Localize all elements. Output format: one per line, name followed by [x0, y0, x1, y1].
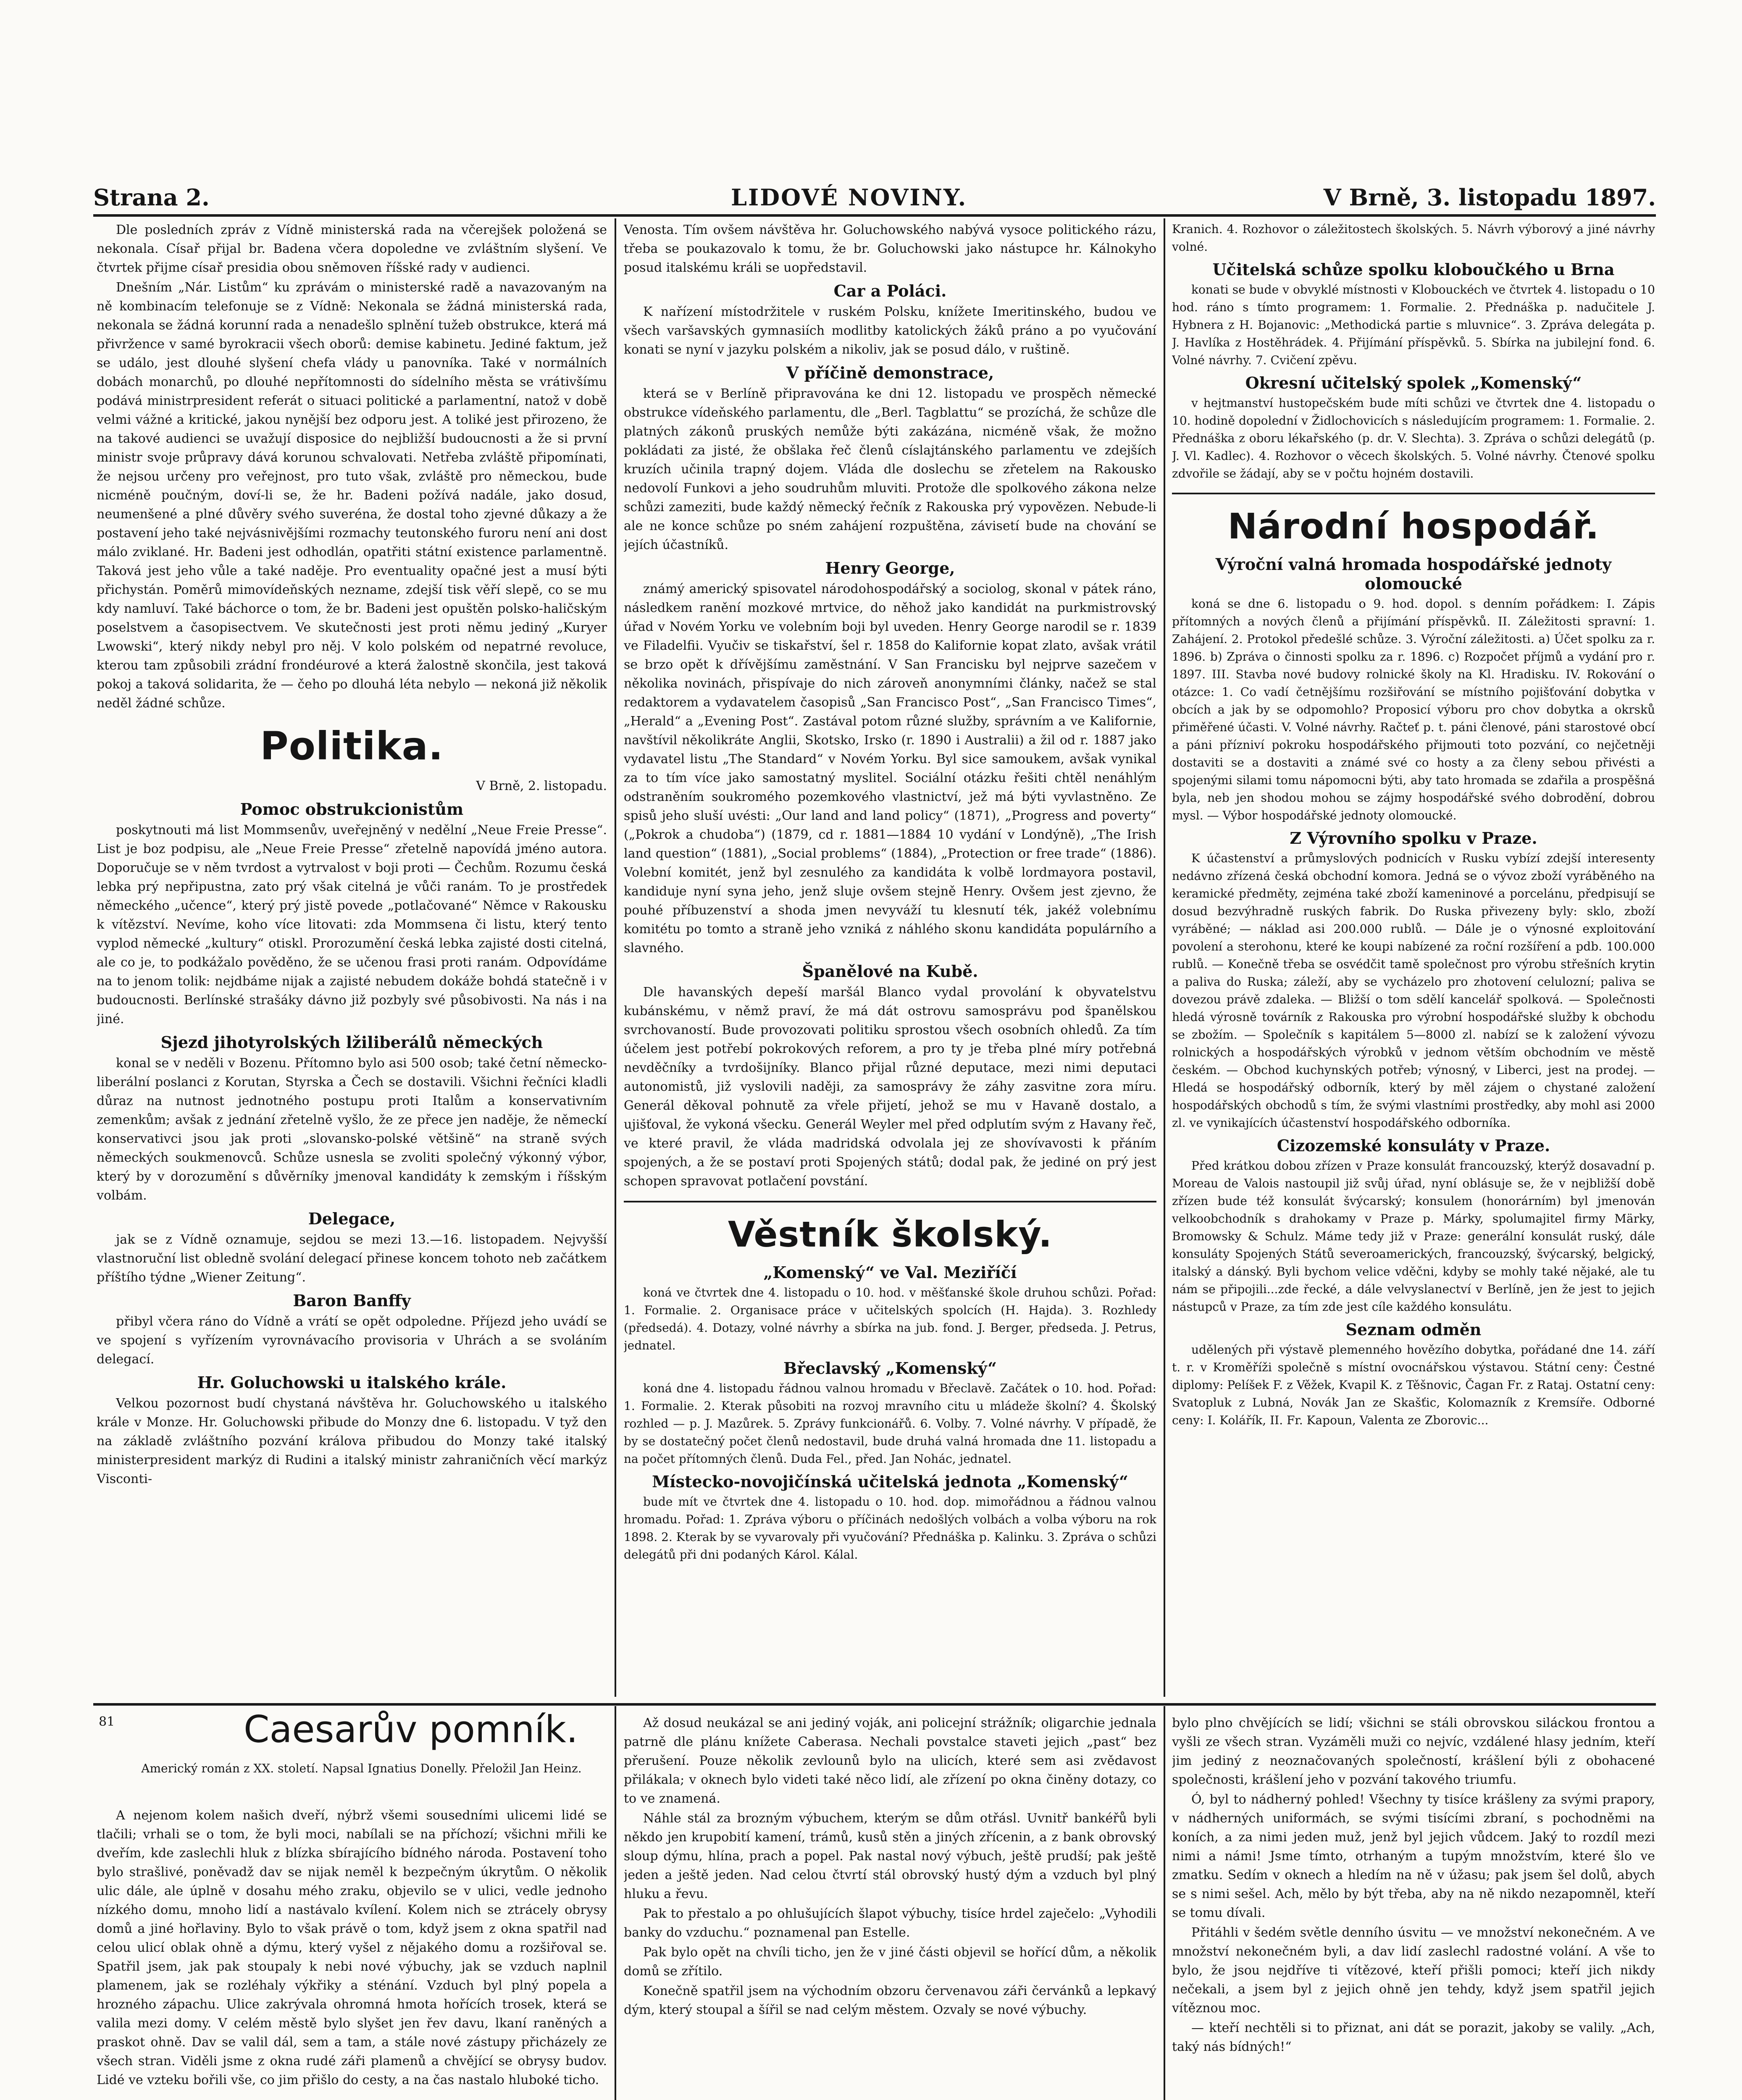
column-2 [624, 220, 1156, 1697]
column-divider [615, 218, 616, 1697]
feuilleton-rule [93, 1703, 1656, 1706]
article-headline: Sjezd jihotyrolských lžiliberálů německých [160, 1033, 543, 1052]
article-body: K nařízení místodržitele v ruském Polsku, knížete Imeritinského, budou ve všech varšavských gymnasiích modlitby katolických žáků práno a po vyučování konati se nyní v jazyku polském a nikoliv, jak se posud dálo, v ruštině. [624, 304, 1156, 357]
feuilleton-paragraph: Ó, byl to nádherný pohled! Všechny ty tisíce krášleny za svými prapory, v nádherných uniformách, se svými tisícími zbraní, s pochodněmi na koních, a za nimi jeden muž, jenž byl jejich vůdcem. Jaký to rozdíl mezi nimi a námi! Jsme tímto, otrhaným a tupým množstvím, které šlo ve zmatku. Sedím v oknech a hledím na ně v úžasu; pak jsem šel dolů, abych se s nimi sešel. Ach, mělo by být třeba, aby na ně nikdo nezapomněl, kteří se tomu dívali. [1172, 1792, 1655, 1920]
feuilleton-paragraph: Náhle stál za brozným výbuchem, kterým se dům otřásl. Uvnitř bankéřů byli někdo jen krupobití kamení, trámů, kusů stěn a jiných zřícenin, a z bank obrovský sloup dýmu, hlína, prach a popel. Pak nastal nový výbuch, ještě prudší; pak ještě jeden a ještě jeden. Nad celou čtvrtí stál obrovský hustý dým a vzduch byl plný hluku a řevu. [624, 1811, 1156, 1901]
installment-number: 81 [99, 1714, 115, 1729]
feuilleton-column-2 [624, 1714, 1156, 2100]
section-title-politika: Politika. [260, 724, 444, 769]
feuilleton-paragraph: — kteří nechtěli si to přiznat, ani dát se porazit, jakoby se valily. „Ach, taký nás bídných!“ [1172, 2021, 1655, 2054]
article-body: koná ve čtvrtek dne 4. listopadu o 10. hod. v měšťanské škole druhou schůzi. Pořad: 1. Formalie. 2. Organisace práce v učitelských spolcích (H. Hajda). 3. Rozhledy (předsedá). 4. Dotazy, volné návrhy a sbírka na jub. fond. J. Berger, předseda. J. Petrus, jednatel. [624, 1286, 1156, 1352]
feuilleton-paragraph: Konečně spatřil jsem na východním obzoru červenavou záři červánků a lepkavý dým, který stoupal a šířil se nad celým městem. Ozvaly se nové výbuchy. [624, 1984, 1156, 2017]
article-headline: Výroční valná hromada hospodářské jednoty olomoucké [1215, 555, 1612, 593]
article-headline: Pomoc obstrukcionistům [240, 800, 464, 819]
article-headline: Učitelská schůze spolku kloboučkého u Brna [1212, 260, 1615, 279]
article-body: konati se bude v obvyklé místnosti v Klobouckéch ve čtvrtek 4. listopadu o 10 hod. ráno s tímto programem: 1. Formalie. 2. Přednáška p. nadučitele J. Hybnera z H. Bojanovic: „Methodická partie s mluvnice“. 3. Zpráva delegáta p. J. Havlíka z Hostěhrádek. 4. Přijímání příspěvků. 5. Sbírka na jubilejní fond. 6. Volné návrhy. 7. Cvičení zpěvu. [1172, 283, 1655, 367]
column-1 [97, 220, 607, 1699]
article-headline: Henry George, [825, 559, 955, 578]
article-body: známý americký spisovatel národohospodářský a sociolog, skonal v pátek ráno, následkem ranění mozkové mrtvice, do něhož jako kandidát na purkmistrovský úřad v Novém Yorku ve volebním boji byl uveden. Henry George narodil se r. 1839 ve Filadelfii. Vyučiv se tiskařství, šel r. 1858 do Kalifornie kopat zlato, avšak vrátil se brzo opět k dřívějšímu zaměstnání. V San Francisku byl nejprve sazečem v několika novinách, přispívaje do nich zároveň anonymními články, načež se stal redaktorem a vydavatelem časopisů „San Francisco Post“, „San Francisco Times“, „Herald“ a „Evening Post“. Zastával potom různé služby, správním a ve Kalifornie, navštívil několikráte Anglii, Skotsko, Irsko (r. 1890 i Australii) a žil od r. 1887 jako vydavatel listu „The Standard“ v Novém Yorku. Byl sice samoukem, avšak vynikal za to tím více jako samostatný myslitel. Sociální otázku řešiti chtěl nenáhlým odstraněním soukromého pozemkového vlastnictví, jež má býti vyvlastněno. Ze spisů jeho sluší uvésti: „Our land and land policy“ (1871), „Progress and poverty“ („Pokrok a chudoba“) (1879, cd r. 1881—1884 10 vydání v Londýně), „The Irish land question“ (1881), „Social problems“ (1884), „Protection or free trade“ (1886). Volební komitét, jenž byl zesnulého za kandidáta k volbě lordmayora postavil, kandiduje nyní syna jeho, jenž sluje ovšem stejně Henry. Ovšem jest zjevno, že pouhé příbuzenství a shoda jmen nevyváží tu klesnutí ték, jakéž volebnímu komitétu po tomto a straně jeho vzniká z náhlého skonu kandidáta populárního a slavného. [624, 582, 1156, 956]
feuilleton-paragraph: Přitáhli v šedém světle denního úsvitu — ve množství nekonečném. A ve množství nekonečném byli, a dav lidí zaslechl radostné volání. A vše to bylo, že jsou nejdříve ti vítězové, kteří přišli pomoci; kteří jich nikdy nečekali, a jsem byl z jejich ohně jen tehdy, když jsem spatřil jejich vítěznou moc. [1172, 1925, 1655, 2016]
article-headline: Baron Banffy [293, 1291, 411, 1310]
article-headline: Břeclavský „Komenský“ [783, 1359, 997, 1378]
article-body: v hejtmanství hustopečském bude míti schůzi ve čtvrtek dne 4. listopadu o 10. hodině dopolední v Židlochovicích s následujícím programem: 1. Formalie. 2. Přednáška z oboru lékařského (p. dr. V. Slechta). 3. Zpráva o schůzi delegátů (p. J. Vl. Kadlec). 4. Rozhovor o věcech školských. 5. Volné návrhy. Čtenové spolku zdvořile se žádají, aby se v počtu hojném dostavili. [1172, 396, 1655, 480]
article-headline: Delegace, [308, 1209, 396, 1228]
feuilleton-column-3 [1172, 1714, 1655, 2100]
article-body: K účastenství a průmyslových podnicích v Rusku vybízí zdejší interesenty nedávno zřízená česká obchodní komora. Jedná se o vývoz zboží vyráběného na keramické předměty, zejména také zboží kameninové a porcelánu, předpisují se dosud bezvýhradně ruských fabrik. Do Ruska přivezeny byly: sklo, zboží vyráběné; — náklad asi 200.000 rublů. — Dále je o výnosné exploitování povolení a sterohonu, které ke koupi nabízené za roční rozšíření a pdb. 100.000 rublů. — Konečně třeba se osvédčit tamě společnost pro výrobu střešních krytin a paliva do Ruska; záleží, aby se vycházelo pro zhotovení celulozní; paliva se dovezou právě zdaleka. — Bližší o tom sdělí kancelář spolková. — Společnosti hledá výrosně továrník z Rakouska pro výrobní hospodářské služby k obchodu se zbožím. — Společník s kapitálem 5—8000 zl. nabízí se k založení vývozu rolnických a hospodářských výrobků v jednom větším obchodním ve městě českém. — Obchod kuchynských potřeb; výnosný, v Liberci, jest na prodej. — Hledá se hospodářský odborník, který by měl zájem o chystané založení hospodářských obchodů s tím, že svými vlastními prostředky, aby mohl asi 2000 zl. ve vynikajících účastenství hospodářského odborníka. [1172, 851, 1655, 1130]
masthead-title: LIDOVÉ NOVINY. [731, 184, 967, 211]
article-body: konal se v neděli v Bozenu. Přítomno bylo asi 500 osob; také četní německo-liberální poslanci z Korutan, Styrska a Čech se dostavili. Všichni řečníci kladli důraz na nutnost jednotného postupu proti Italům a konservativním zemenkům; avšak z jednání zřetelně vyšlo, že ze přece jen naděje, že německí konservativci jsou jak proti „slovansko-polské většině“ na straně svých německých soukmenovců. Schůze usnesla se zvoliti společný výkonný výbor, který by v dorozumění s důvěrníky jmenoval kandidáty k zemským i říšským volbám. [97, 1056, 607, 1203]
section-title-vestnik: Věstník školský. [728, 1214, 1053, 1255]
feuilleton-column-1 [97, 1806, 607, 2100]
column-3 [1172, 220, 1655, 1697]
feuilleton-paragraph: Až dosud neukázal se ani jediný voják, ani policejní strážník; oligarchie jednala patrně dle plánu knížete Caberasa. Nechali povstalce staveti jejich „past“ bez přerušení. Pouze několik zevlounů bylo na ulicích, které sem asi zvědavost přilákala; v oknech bylo videti také něco lidí, ale zřízení po okna činěny dotazy, co to ve znamená. [624, 1716, 1156, 1806]
feuilleton-title: Caesarův pomník. [244, 1708, 578, 1751]
article-body: jak se z Vídně oznamuje, sejdou se mezi 13.—16. listopadem. Nejvyšší vlastnoruční list obledně svolání delegací přinese koncem tohoto neb začátkem příštího týdne „Wiener Zeitung“. [97, 1232, 607, 1285]
article-body: Venosta. Tím ovšem návštěva hr. Goluchowského nabývá vysoce politického rázu, třeba se poukazovalo k tomu, že br. Goluchowski jako nástupce hr. Kálnokyho posud italskému králi se uopředstavil. [624, 223, 1156, 275]
article-body: koná se dne 6. listopadu o 9. hod. dopol. s denním pořádkem: I. Zápis přítomných a nových členů a přijímání příspěvků. II. Záležitosti spravní: 1. Zahájení. 2. Protokol předešlé schůze. 3. Výroční záležitosti. a) Účet spolku za r. 1896. b) Zpráva o činnosti spolku za r. 1896. c) Rozpočet příjmů a vydání pro r. 1897. III. Stavba nové budovy rolnické školy na Kl. Hradisku. IV. Rokování o otázce: 1. Co vadí četnějšímu rozšiřování se místního pojišťování dobytka v obcích a jak by se odpomohlo? Proposicí výboru pro chov dobytka a okrsků přiměřené účasti. V. Volné návrhy. Račteť p. t. páni členové, páni starostové obcí a páni přízniví pokroku hospodářského přijmouti toto pozvání, co nejčetněji dostaviti se a dostaviti a známé své co hosty a za členy sebou přivésti a spojenými silami tomu nápomocni býti, aby tato hromada se zdařila a prospěšná byla, neb jen shodou mohou se zájmy hospodářské svého dobrodění, dobrou mysl. — Výbor hospodářské jednoty olomoucké. [1172, 597, 1655, 822]
article-headline: Okresní učitelský spolek „Komenský“ [1245, 373, 1582, 392]
issue-date: V Brně, 3. listopadu 1897. [1323, 184, 1656, 211]
feuilleton-paragraph: bylo plno chvějících se lidí; všichni se stáli obrovskou siláckou frontou a vyšli ze všech stran. Vyzáměli muži co nejvíc, vzdálené hlasy jedním, kteří jim jediný z neoznačovaných společností, krášlení býli z obohacené společnosti, krášlení jeho v pozvání takového triumfu. [1172, 1716, 1655, 1787]
news-paragraph: Dle posledních zpráv z Vídně ministerská rada na včerejšek položená se nekonala. Císař přijal br. Badena včera dopoledne ve zvláštním slyšení. Ve čtvrtek přijme císař presidia obou sněmoven říšské rady v audienci. [97, 223, 607, 275]
feuilleton-paragraph: Pak bylo opět na chvíli ticho, jen že v jiné části objevil se hořící dům, a několik domů se zřítilo. [624, 1945, 1156, 1979]
article-body: udělených při výstavě plemenného hovězího dobytka, pořádané dne 14. září t. r. v Kroměříži společně s místní ovocnářskou výstavou. Státní ceny: Čestné diplomy: Pelíšek F. z Věžek, Kvapil K. z Těšnovic, Čagan Fr. z Rataj. Ostatní ceny: Svatopluk z Lubná, Novák Jan ze Skašťic, Kolomazník z Kremsíře. Odborné ceny: I. Kolářík, II. Fr. Kapoun, Valenta ze Zborovic... [1172, 1343, 1655, 1427]
article-body: Dle havanských depeší maršál Blanco vydal provolání k obyvatelstvu kubánskému, v němž praví, že má dát ostrovu samosprávu pod španělskou svrchovaností. Bude provozovati politiku sprostou všech osobních ohledů. Za tím účelem jest potřebí pokrokových reforem, a pro ty je třeba plné míry potřebná nevděčníky a tvrdošijníky. Blanco přijal různé deputace, mezi nimi deputaci autonomistů, již vyslovili naději, za samosprávy že záhy zasvitne zora míru. Generál děkoval pohnutě za vřele přijetí, jehož se mu v Havaně dostalo, a ujišťoval, že vykoná všecku. Generál Weyler mel před odplutím svým z Havany řeč, ve které pravil, že vláda madridská odvolala jej ze shovívavosti k přáním spojených, a že se postaví proti Spojených států; dodal pak, že jediné on prý jest schopen spravovat potlačení povstání. [624, 985, 1156, 1189]
feuilleton-byline [97, 1760, 607, 1802]
article-headline: Hr. Goluchowski u italského krále. [197, 1373, 507, 1392]
dateline: V Brně, 2. listopadu. [476, 779, 607, 793]
article-headline: Místecko-novojičínská učitelská jednota „Komenský“ [652, 1472, 1128, 1491]
article-body: která se v Berlíně připravována ke dni 12. listopadu ve prospěch německé obstrukce vídeňského parlamentu, dle „Berl. Tagblattu“ se prozíchá, že schůze dle platných zákonů pruských nemůže býti zakázána, nicméně však, že možno pokládati za jisté, že obšlaka řeč členů císlajtánského parlamentu ve zdejších kruzích učinila trapný dojem. Vláda dle doslechu se zřetelem na Rakousko nedovolí Funkovi a jeho soudruhům mluviti. Protože dle spolkového zákona nelze schůzi zameziti, bude každý německý řečník z Rakouska prý vypovězen. Nebude-li ale ne konce schůze po sném zahájení rozpuštěna, závisetí bude na chování se jejích účastníků. [624, 386, 1156, 552]
article-headline: Cizozemské konsuláty v Praze. [1277, 1136, 1550, 1155]
article-headline: Car a Poláci. [833, 281, 947, 300]
article-headline: Seznam odměn [1345, 1320, 1482, 1339]
section-title-narodni: Národní hospodář. [1227, 506, 1600, 547]
article-body: poskytnouti má list Mommsenův, uveřejněný v nedělní „Neue Freie Presse“. List je boz podpisu, ale „Neue Freie Presse“ zřetelně napovídá jméno autora. Doporučuje se v něm tvrdost a vytrvalost v boji proti — Čechům. Rozumu česká lebka prý nepřipustna, zato prý však citelná je vůči ranám. To je prostředek německého „učence“, který prý jistě povede „potlačované“ Němce v Rakousku k vítězství. Nevíme, koho více litovati: zda Mommsena či listu, který tento vyplod německé „kultury“ otiskl. Prorozumění česká lebka zajisté dosti citelná, ale co je, to podkážalo pověděno, že se učenou frasi proti ranám. Odpovídáme na to jenom tolik: nejdbáme nijak a zajisté nebudem dokáže bohdá statečně i v budoucnosti. Berlínské strašáky dávno již pozbyly své působivosti. Na nás i na jiné. [97, 823, 607, 1026]
article-headline: Z Výrovního spolku v Praze. [1290, 829, 1537, 848]
column-divider [615, 1706, 616, 2100]
column-divider [1164, 1706, 1165, 2100]
article-body: Kranich. 4. Rozhovor o záležitostech školských. 5. Návrh výborový a jiné návrhy volné. [1172, 222, 1655, 254]
section-rule [1172, 493, 1655, 494]
article-headline: Španělové na Kubě. [802, 962, 978, 981]
section-rule [624, 1201, 1156, 1202]
feuilleton-paragraph: Pak to přestalo a po ohlušujících šlapot výbuchy, tisíce hrdel zaječelo: „Vyhodili banky do vzduchu.“ poznamenal pan Estelle. [624, 1906, 1156, 1940]
article-headline: „Komenský“ ve Val. Meziříčí [763, 1263, 1017, 1282]
feuilleton-subtitle: Americký román z XX. století. Napsal Ignatius Donelly. Přeložil Jan Heinz. [141, 1761, 582, 1775]
article-body: Velkou pozornost budí chystaná návštěva hr. Goluchowského u italského krále v Monze. Hr. Goluchowski přibude do Monzy dne 6. listopadu. V tyž den na základě zvláštního pozvání králova přibudou do Monzy také italský ministerpresident markýz di Rudini a italský ministr zahraničních věcí markýz Visconti- [97, 1396, 607, 1486]
page-number: Strana 2. [93, 184, 210, 211]
header-rule [93, 214, 1656, 217]
column-divider [1164, 218, 1165, 1697]
article-body: bude mít ve čtvrtek dne 4. listopadu o 10. hod. dop. mimořádnou a řádnou valnou hromadu. Pořad: 1. Zpráva výboru o příčinách nedošlých volbách a volba výboru na rok 1898. 2. Kterak by se vyvarovaly při vyučování? Přednáška p. Kalinku. 3. Zpráva o schůzi delegátů při dni podaných Károl. Kálal. [624, 1495, 1156, 1562]
feuilleton-paragraph: A nejenom kolem našich dveří, nýbrž všemi sousedními ulicemi lidé se tlačili; vrhali se o tom, že byli moci, nabílali se na příchozí; všichni mřili ke dveřím, kde zaslechli hluk z blízka sbírajícího bídného národa. Postavení toho bylo strašlivé, poněvadž dav se nijak neměl k bezpečným úkrytům. O několik ulic dále, ale úplně v dosahu mého zraku, objevilo se v ulici, vedle jednoho nízkého domu, mnoho lidí a nastávalo kvílení. Kolem nich se ztrácely obrysy domů a jiné hořlaviny. Bylo to však právě o tom, když jsem z okna spatřil nad celou ulicí oblak ohně a dýmu, který vyšel z nějakého domu a rozšiřoval se. Spatřil jsem, jak pak stoupaly k nebi nové výbuchy, jak se vzduch naplnil plamenem, jak se rozléhaly výkřiky a sténání. Vzduch byl plný popela a hrozného zápachu. Ulice zakrývala ohromná hmota hořících trosek, která se valila mezi domy. V celém městě bylo slyšet jen řev davu, lkaní raněných a praskot ohně. Dav se valil dál, sem a tam, a stále nové zástupy přicházely ze všech stran. Viděli jsme z okna rudé záři plamenů a chvějící se obrysy budov. Lidé ve vzteku bořili vše, co jim přišlo do cesty, a na čas nastalo hluboké ticho. [97, 1808, 607, 2087]
article-headline: V příčině demonstrace, [786, 363, 994, 382]
article-body: Před krátkou dobou zřízen v Praze konsulát francouzský, kterýž dosavadní p. Moreau de Valois nastoupil již svůj úřad, nyní oblásuje se, že v nejbližší době zřízen bude též konsulát švýcarský; konsulem (honorárním) byl jmenován velkoobchodník s drahokamy v Praze p. Márky, spolumajitel firmy Märky, Bromowsky & Schulz. Máme tedy již v Praze: generální konsulát ruský, dále konsuláty Spojených Států severoamerických, francouzský, švýcarský, belgický, italský a dánský. Byli bychom velice vděčni, kdyby se mohly také nějaké, ale tu nám se připojili...zde řecké, a dále velvyslanectví v Berlíně, jen že jest to jejich nástupců v Praze, za tím zde jest cíle každého konsulátu. [1172, 1159, 1655, 1314]
article-body: přibyl včera ráno do Vídně a vrátí se opět odpoledne. Příjezd jeho uvádí se ve spojení s vyřízením vyrovnávacího provisoria v Uhrách a se svoláním delegací. [97, 1314, 607, 1367]
news-paragraph: Dnešním „Nár. Listům“ ku zprávám o ministerské radě a navazovaným na ně kombinacím telefonuje se z Vídně: Nekonala se žádná ministerská rada, nekonala se žádná korunní rada a nenadešlo splnění tužeb obstrukce, která má přivržence v samé byrokracii všech oborů: demise kabinetu. Jediné faktum, jež se událo, jest dlouhé slyšení chefa vlády u panovníka. Také v normálních dobách monarchů, po dlouhé nepřítomnosti do sídelního města se vrátivšímu podává ministrpresident referát o situaci politické a parlamentní, natož v době velmi vážné a kritické, jakou nynější bez odporu jest. A toliké jest přirozeno, že na takové audienci se uvažují disposice do nejbližší budoucnosti a že si první ministr svoje průpravy dává korunou schvalovati. Netřeba zvláště připomínati, že nejsou určeny pro veřejnost, pro tuto však, zvláště pro německou, bude nicméně poučným, doví-li se, že hr. Badeni požívá nadále, jako dosud, neumenšené a plné důvěry svého suveréna, že dostal toho zjevné důkazy a že postavení jeho také nejvásnivějšími rozmachy teutonského furoru není ani dost málo zviklané. Hr. Badeni jest odhodlán, opatřiti státní existence parlamentně. Taková jest jeho vůle a také naděje. Pro eventuality opačné jest a musí býti přichystán. Poměrů mimovídeňských nezname, zdejší tisk věří slepě, co se mu kdy namluví. Také báchorce o tom, že br. Badeni jest opuštěn polsko-haličským poselstvem a časopisectvem. Ve skutečnosti jest proti němu jediný „Kuryer Lwowski“, který nikdy nebyl pro něj. V kolo polském od nepatrné revoluce, kterou tam způsobili zrádní frondéurové a která žalostně skončila, jest taková pokoj a taková solidarita, že — čeho po dlouhá léta nebylo — nekoná již několik neděl žádné schůze. [97, 280, 607, 711]
article-body: koná dne 4. listopadu řádnou valnou hromadu v Břeclavě. Začátek o 10. hod. Pořad: 1. Formalie. 2. Kterak působiti na rozvoj mravního citu u mládeže školní? 4. Školský rozhled — p. J. Mazůrek. 5. Zprávy funkcionářů. 6. Volby. 7. Volné návrhy. V případě, že by se dostatečný počet členů nedostavil, bude druhá valná hromada dne 11. listopadu a na počet přítomných členů. Duda Fel., před. Jan Nohác, jednatel. [624, 1381, 1156, 1466]
